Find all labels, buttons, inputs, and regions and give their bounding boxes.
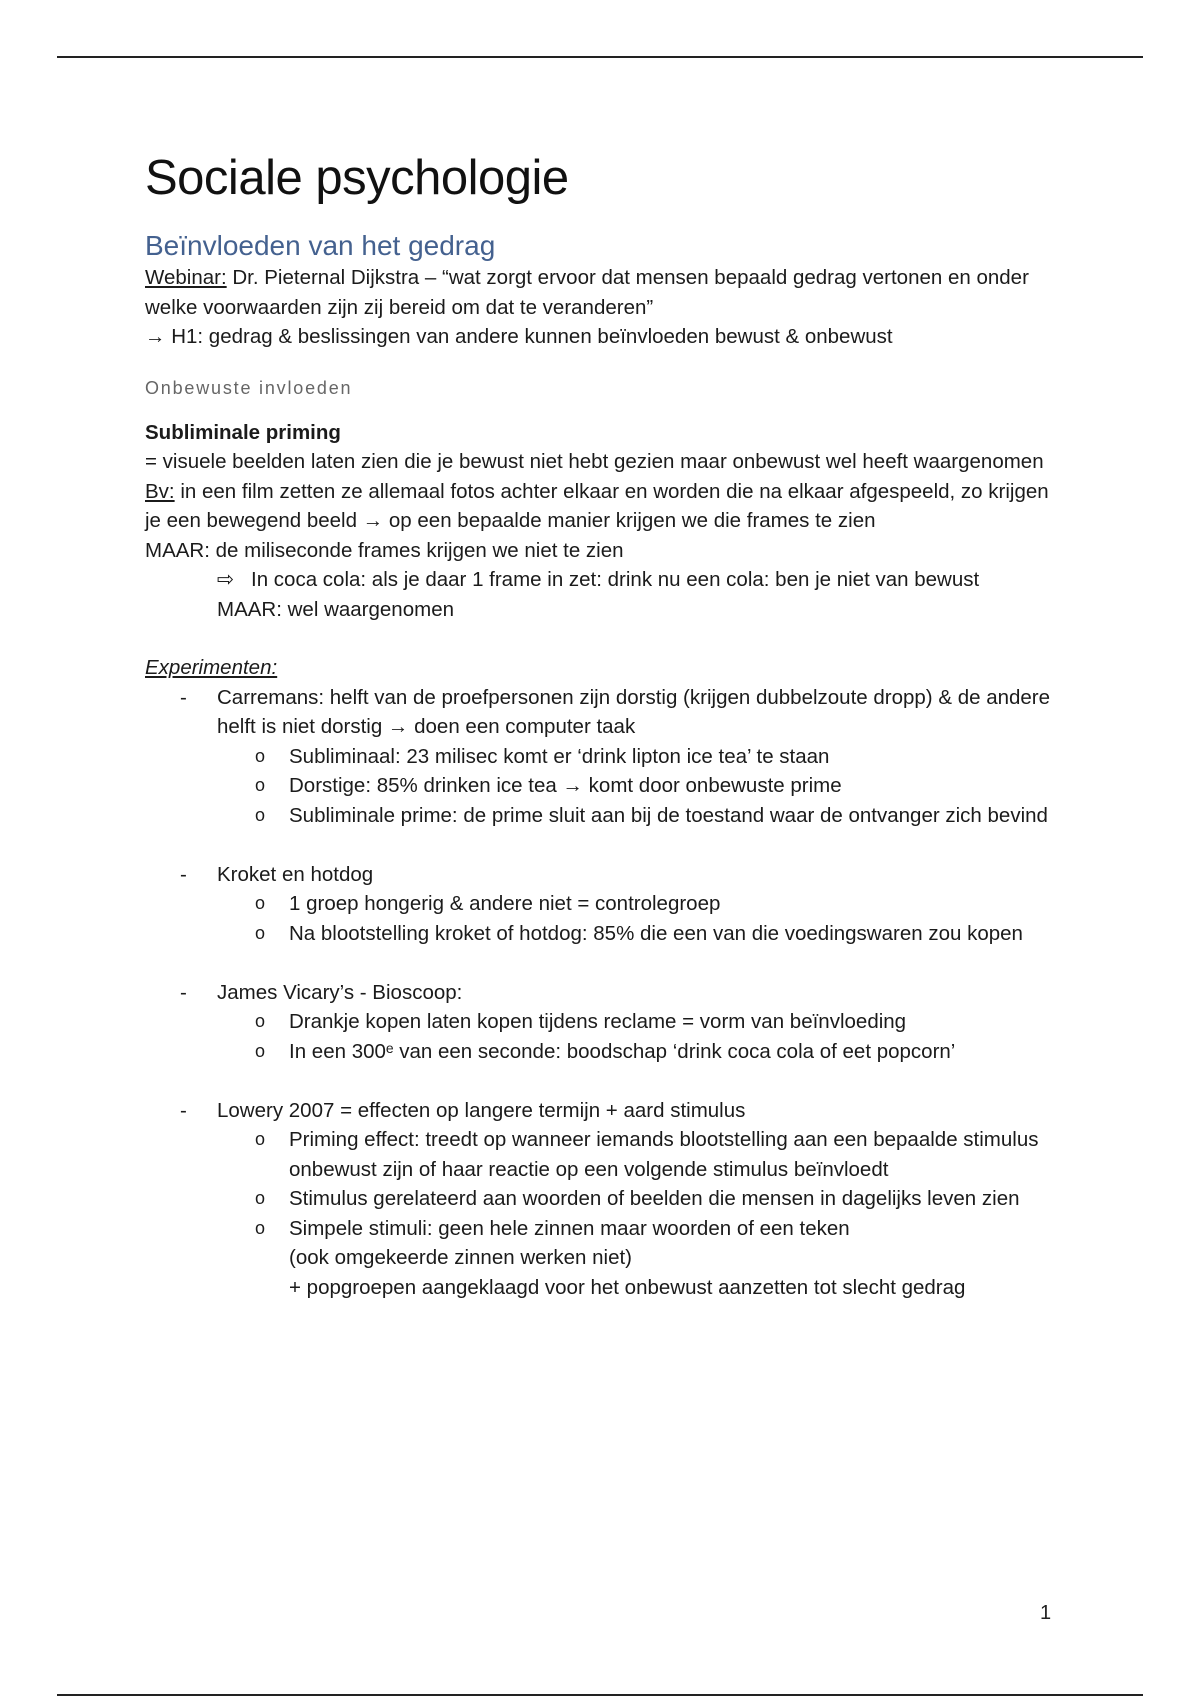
footer-rule [57,1694,1143,1696]
webinar-label: Webinar: [145,266,227,289]
bv-paragraph [145,477,1065,536]
circle-bullet: o [255,804,266,825]
circle-bullet: o [255,775,266,795]
sub-item-text: Simpele stimuli: geen hele zinnen maar woorden of een teken [289,1216,850,1240]
priming-definition: = visuele beelden laten zien die je bewust niet hebt gezien maar onbewust wel heeft waargenomen [145,450,1044,473]
circle-bullet: o [255,1040,266,1061]
sub-item-text: Subliminale prime: de prime sluit aan bij de toestand waar de ontvanger zich bevind [289,803,1048,827]
dash-bullet: - [180,862,187,886]
sub-list-item [217,1007,1065,1037]
sub-list [217,742,1065,831]
experiments-list [145,683,1065,1303]
sub-list-item [217,1037,1065,1067]
webinar-text: Dr. Pieternal Dijkstra – “wat zorgt ervoor dat mensen bepaald gedrag vertonen en onder welke voorwaarden zijn zij bereid om dat te veranderen” [145,266,1029,319]
priming-heading: Subliminale priming [145,420,341,444]
circle-bullet: o [255,1188,266,1208]
circle-bullet: o [255,1217,266,1238]
sub-list-item [217,1125,1065,1184]
bv-text: in een film zetten ze allemaal fotos achter elkaar en worden die na elkaar afgespeeld, zo krijgen je een bewegend beeld → op een bepaalde manier krijgen we die frames te zien [145,479,1049,532]
sub-item-text: 1 groep hongerig & andere niet = controlegroep [289,892,721,915]
sub-list-item [217,889,1065,919]
sub-list-item [217,801,1065,831]
sub-list-item [217,742,1065,772]
subsection-heading: Onbewuste invloeden [145,377,353,398]
maar-line: MAAR: de miliseconde frames krijgen we niet te zien [145,538,624,562]
sub-list [217,889,1065,948]
experiment-text: Carremans: helft van de proefpersonen zijn dorstig (krijgen dubbelzoute dropp) & de andere helft is niet dorstig → doen een computer taak [217,685,1051,738]
arrow-icon: ⇨ [217,568,235,591]
sub-item-extra-line: (ook omgekeerde zinnen werken niet) [289,1246,632,1269]
experiment-text: Kroket en hotdog [217,862,374,886]
sub-list-item [217,1184,1065,1214]
list-item [145,683,1065,831]
note-line-2: MAAR: wel waargenomen [217,597,454,621]
dash-bullet: - [180,1098,187,1122]
circle-bullet: o [255,745,266,766]
note-line-1: In coca cola: als je daar 1 frame in zet: drink nu een cola: ben je niet van bewust [251,568,980,591]
sub-item-text: Na blootstelling kroket of hotdog: 85% die een van die voedingswaren zou kopen [289,921,1023,945]
h1-line: → H1: gedrag & beslissingen van andere kunnen beïnvloeden bewust & onbewust [145,325,893,348]
sub-item-extra-line: + popgroepen aangeklaagd voor het onbewust aanzetten tot slecht gedrag [289,1275,966,1299]
list-item [145,978,1065,1067]
bv-label: Bv: [145,479,175,503]
sub-item-text: Subliminaal: 23 milisec komt er ‘drink lipton ice tea’ te staan [289,744,830,768]
circle-bullet: o [255,1129,266,1149]
experiment-text: James Vicary’s - Bioscoop: [217,980,463,1004]
header-rule [57,56,1143,58]
page-content [145,148,1065,1302]
sub-list-item [217,771,1065,801]
sub-list [217,1125,1065,1302]
dash-bullet: - [180,685,187,709]
webinar-paragraph [145,263,1065,322]
circle-bullet: o [255,1011,266,1031]
sub-item-text: In een 300ᵉ van een seconde: boodschap ‘drink coca cola of eet popcorn’ [289,1039,956,1063]
circle-bullet: o [255,893,266,913]
circle-bullet: o [255,922,266,943]
list-item [145,1096,1065,1303]
sub-list-item [217,1214,1065,1303]
experiment-text: Lowery 2007 = effecten op langere termijn + aard stimulus [217,1098,746,1122]
sub-list-item [217,919,1065,949]
dash-bullet: - [180,980,187,1004]
document-title: Sociale psychologie [145,151,569,205]
arrow-note [145,565,1065,624]
sub-list [217,1007,1065,1066]
sub-item-text: Stimulus gerelateerd aan woorden of beelden die mensen in dagelijks leven zien [289,1187,1020,1210]
experiments-heading: Experimenten: [145,656,278,679]
page-number: 1 [1040,1602,1052,1624]
sub-item-text: Dorstige: 85% drinken ice tea → komt door onbewuste prime [289,774,842,797]
section-heading: Beïnvloeden van het gedrag [145,230,496,261]
list-item [145,860,1065,949]
sub-item-text: Drankje kopen laten kopen tijdens reclame = vorm van beïnvloeding [289,1010,907,1033]
sub-item-text: Priming effect: treedt op wanneer iemands blootstelling aan een bepaalde stimulus onbewust zijn of haar reactie op een volgende stimulus beïnvloedt [289,1128,1039,1181]
